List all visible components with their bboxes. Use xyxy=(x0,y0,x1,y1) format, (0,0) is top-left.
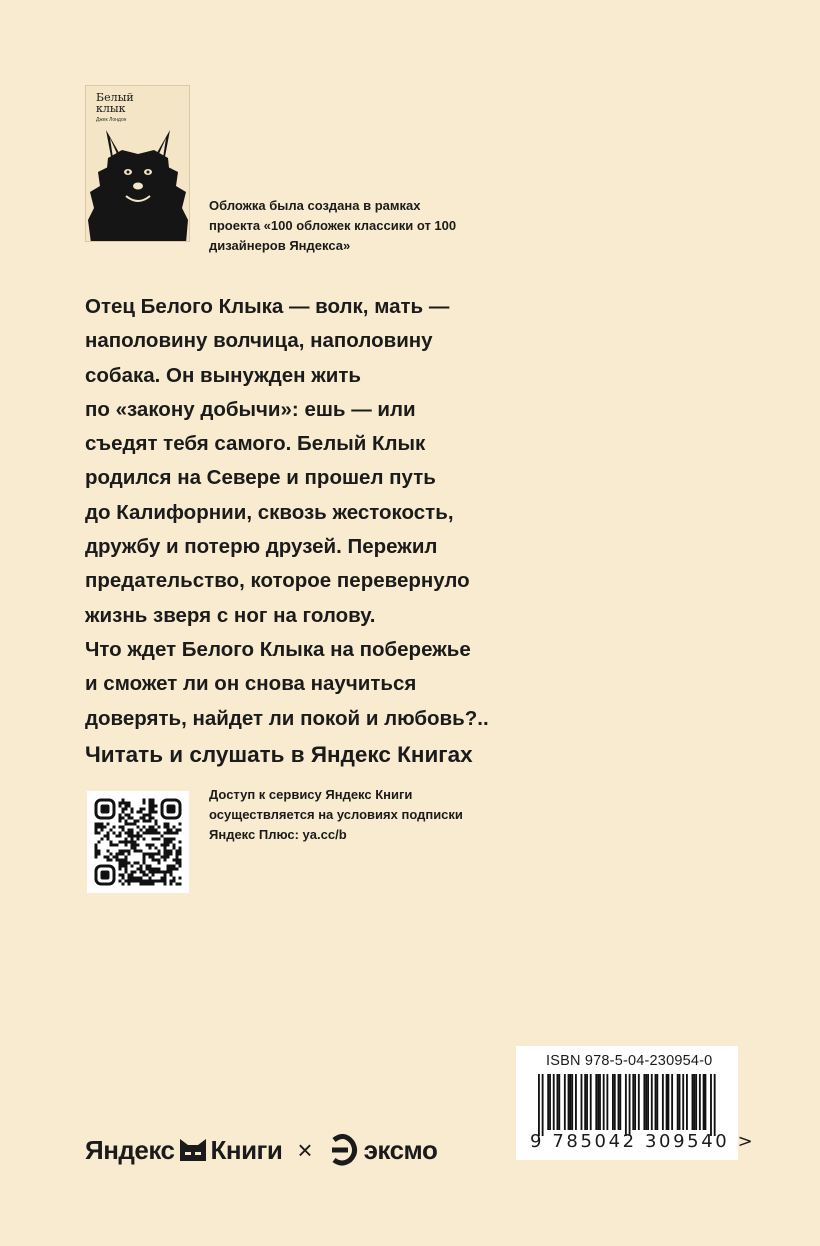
barcode-bar xyxy=(612,1074,614,1130)
barcode-bar xyxy=(538,1074,540,1136)
barcode-bar xyxy=(647,1074,649,1130)
access-note: Доступ к сервису Яндекс Книги осуществляется на условиях подписки Яндекс Плюс: ya.cc/b xyxy=(209,787,463,842)
read-listen-heading: Читать и слушать в Яндекс Книгах xyxy=(85,742,473,767)
barcode-bar xyxy=(618,1074,620,1130)
description-line: и сможет ли он снова научиться xyxy=(85,672,417,696)
barcode-bar xyxy=(590,1074,592,1130)
barcode-bar xyxy=(634,1074,636,1130)
barcode-bar xyxy=(575,1074,577,1130)
barcode-bar xyxy=(547,1074,549,1130)
barcode-digits: 9 785042 309540 > xyxy=(530,1131,756,1152)
barcode-bar xyxy=(625,1074,627,1136)
knigi-logo-text: Книги xyxy=(210,1134,283,1165)
mini-cover xyxy=(85,85,190,242)
barcode-bar xyxy=(553,1074,555,1130)
description-line: родился на Севере и прошел путь xyxy=(85,466,436,490)
barcode-bar xyxy=(703,1074,705,1130)
description-line: по «закону добычи»: ешь — или xyxy=(85,397,416,421)
yandex-logo-text: Яндекс xyxy=(85,1134,175,1165)
barcode-bar xyxy=(695,1074,697,1130)
description-line: дружбу и потерю друзей. Пережил xyxy=(85,535,438,559)
description-line: жизнь зверя с ног на голову. xyxy=(85,603,376,627)
barcode-bar xyxy=(655,1074,657,1130)
barcode-bar xyxy=(686,1074,688,1130)
description-line: съедят тебя самого. Белый Клык xyxy=(85,432,426,456)
barcode-bar xyxy=(643,1074,645,1130)
publisher-logos xyxy=(85,1128,437,1172)
description-line: наполовину волчица, наполовину xyxy=(85,329,433,353)
barcode-bar xyxy=(710,1074,712,1136)
barcode-bar xyxy=(699,1074,701,1130)
barcode-bar xyxy=(619,1074,621,1130)
barcode-bar xyxy=(599,1074,601,1130)
barcode-bar xyxy=(682,1074,684,1130)
barcode-bar xyxy=(614,1074,616,1130)
barcode-bar xyxy=(656,1074,658,1130)
barcode-bar xyxy=(638,1074,640,1130)
barcode-bar xyxy=(714,1074,716,1136)
isbn-label: ISBN 978-5-04-230954-0 xyxy=(546,1053,713,1069)
cover-author: Джек Лондон xyxy=(96,117,127,123)
eksmo-logo-icon xyxy=(328,1134,358,1166)
barcode-bar xyxy=(679,1074,681,1130)
qr-finder-pattern xyxy=(162,800,180,818)
barcode-bar xyxy=(569,1074,571,1130)
barcode-bar xyxy=(666,1074,668,1130)
description-line: Отец Белого Клыка — волк, мать — xyxy=(85,295,450,318)
barcode-box xyxy=(516,1046,756,1160)
barcode-bar xyxy=(557,1074,559,1130)
barcode-bar xyxy=(606,1074,608,1130)
barcode-bar xyxy=(597,1074,599,1130)
barcode-bar xyxy=(558,1074,560,1130)
cover-title: Белый клык xyxy=(96,91,134,115)
barcode-bar xyxy=(692,1074,694,1130)
barcode-bar xyxy=(586,1074,588,1130)
qr-finder-pattern xyxy=(96,800,114,818)
description-line: до Калифорнии, сквозь жестокость, xyxy=(85,500,454,524)
barcode-bar xyxy=(584,1074,586,1130)
times-separator: × xyxy=(297,1134,313,1165)
description-line: предательство, которое перевернуло xyxy=(85,569,470,593)
barcode-bar xyxy=(693,1074,695,1130)
barcode-bar xyxy=(632,1074,634,1130)
barcode-bar xyxy=(668,1074,670,1130)
qr-code-icon[interactable] xyxy=(87,791,189,893)
yandex-books-cat-icon xyxy=(178,1135,208,1165)
barcode-bar xyxy=(581,1074,583,1130)
eksmo-logo-text: эксмо xyxy=(363,1134,438,1165)
barcode-bar xyxy=(645,1074,647,1130)
qr-finder-pattern xyxy=(96,866,114,884)
barcode-bar xyxy=(677,1074,679,1130)
barcode-bar xyxy=(651,1074,653,1130)
book-description xyxy=(85,290,505,736)
barcode-bar xyxy=(671,1074,673,1130)
description-line: Что ждет Белого Клыка на побережье xyxy=(85,637,471,661)
barcode-bar xyxy=(549,1074,551,1130)
description-line: собака. Он вынужден жить xyxy=(85,363,362,387)
barcode-bar xyxy=(542,1074,544,1136)
barcode-bar xyxy=(662,1074,664,1130)
barcode-bar xyxy=(568,1074,570,1130)
barcode-bar xyxy=(571,1074,573,1130)
description-line: доверять, найдет ли покой и любовь?.. xyxy=(85,706,489,730)
barcode-bar xyxy=(629,1074,631,1136)
cover-note: Обложка была создана в рамках проекта «100 обложек классики от 100 дизайнеров Яндекса» xyxy=(209,198,457,253)
wolf-illustration xyxy=(86,120,190,242)
barcode-bar xyxy=(595,1074,597,1130)
barcode-bar xyxy=(564,1074,566,1130)
barcode-bar xyxy=(603,1074,605,1130)
qr-code-graphic xyxy=(87,791,189,893)
barcode-bar xyxy=(705,1074,707,1130)
